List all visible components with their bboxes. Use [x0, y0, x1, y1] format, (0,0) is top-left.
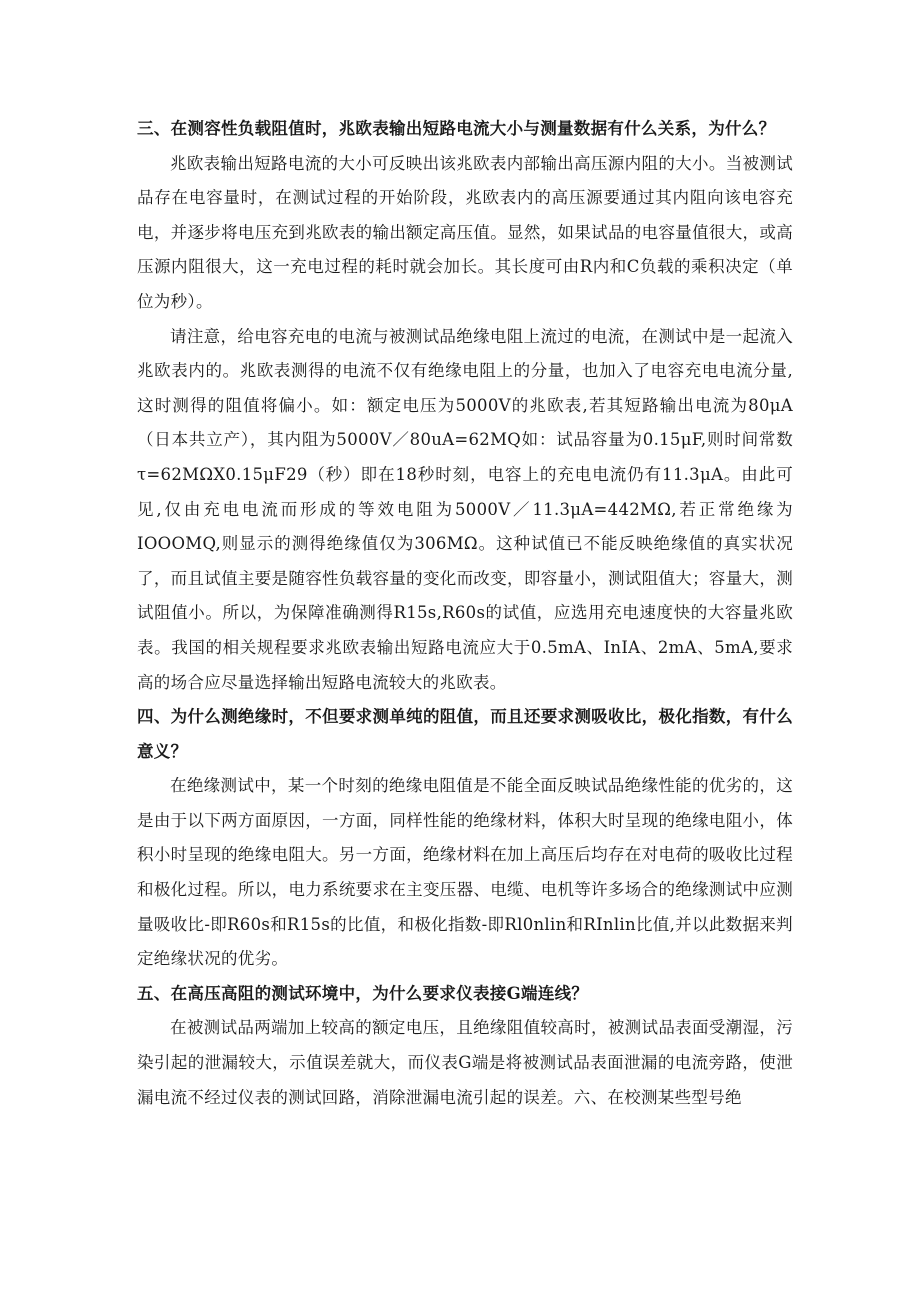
section-5-heading: 五、在高压高阻的测试环境中，为什么要求仪表接G端连线？ [137, 983, 589, 1003]
section-3-heading: 三、在测容性负载阻值时，兆欧表输出短路电流大小与测量数据有什么关系，为什么？ [137, 119, 776, 138]
section-5-paragraph-1: 在被测试品两端加上较高的额定电压，且绝缘阻值较高时，被测试品表面受潮湿，污染引起的泄漏较大，示值误差就大，而仪表G端是将被测试品表面泄漏的电流旁路，使泄漏电流不经过仪表的测试回路，消除泄漏电流引起的误差。六、在校测某些型号绝 [137, 1018, 793, 1107]
section-3-paragraph-2: 请注意，给电容充电的电流与被测试品绝缘电阻上流过的电流，在测试中是一起流入兆欧表内的。兆欧表测得的电流不仅有绝缘电阻上的分量，也加入了电容充电电流分量,这时测得的阻值将偏小。如：额定电压为5000V的兆欧表,若其短路输出电流为80μA（日本共立产），其内阻为5000V／80uA=62MQ如：试品容量为0.15μF,则时间常数τ=62MΩX0.15μF29（秒）即在18秒时刻，电容上的充电电流仍有11.3μA。由此可见,仅由充电电流而形成的等效电阻为5000V／11.3μA=442MΩ,若正常绝缘为IOOOMQ,则显示的测得绝缘值仅为306MΩ。这种试值已不能反映绝缘值的真实状况了，而且试值主要是随容性负载容量的变化而改变，即容量小，测试阻值大；容量大，测试阻值小。所以，为保障准确测得R15s,R60s的试值，应选用充电速度快的大容量兆欧表。我国的相关规程要求兆欧表输出短路电流应大于0.5mA、InIA、2mA、5mA,要求高的场合应尽量选择输出短路电流较大的兆欧表。 [137, 326, 793, 692]
section-4-heading: 四、为什么测绝缘时，不但要求测单纯的阻值，而且还要求测吸收比，极化指数，有什么意义？ [137, 707, 793, 761]
section-4-paragraph-1: 在绝缘测试中，某一个时刻的绝缘电阻值是不能全面反映试品绝缘性能的优劣的，这是由于以下两方面原因，一方面，同样性能的绝缘材料，体积大时呈现的绝缘电阻小，体积小时呈现的绝缘电阻大。另一方面，绝缘材料在加上高压后均存在对电荷的吸收比过程和极化过程。所以，电力系统要求在主变压器、电缆、电机等许多场合的绝缘测试中应测量吸收比-即R60s和R15s的比值，和极化指数-即Rl0nlin和RInlin比值,并以此数据来判定绝缘状况的优劣。 [137, 776, 793, 969]
section-3-paragraph-1: 兆欧表输出短路电流的大小可反映出该兆欧表内部输出高压源内阻的大小。当被测试品存在电容量时，在测试过程的开始阶段，兆欧表内的高压源要通过其内阻向该电容充电，并逐步将电压充到兆欧表的输出额定高压值。显然，如果试品的电容量值很大，或高压源内阻很大，这一充电过程的耗时就会加长。其长度可由R内和C负载的乘积决定（单位为秒）。 [137, 153, 793, 311]
document-page [137, 112, 793, 1115]
